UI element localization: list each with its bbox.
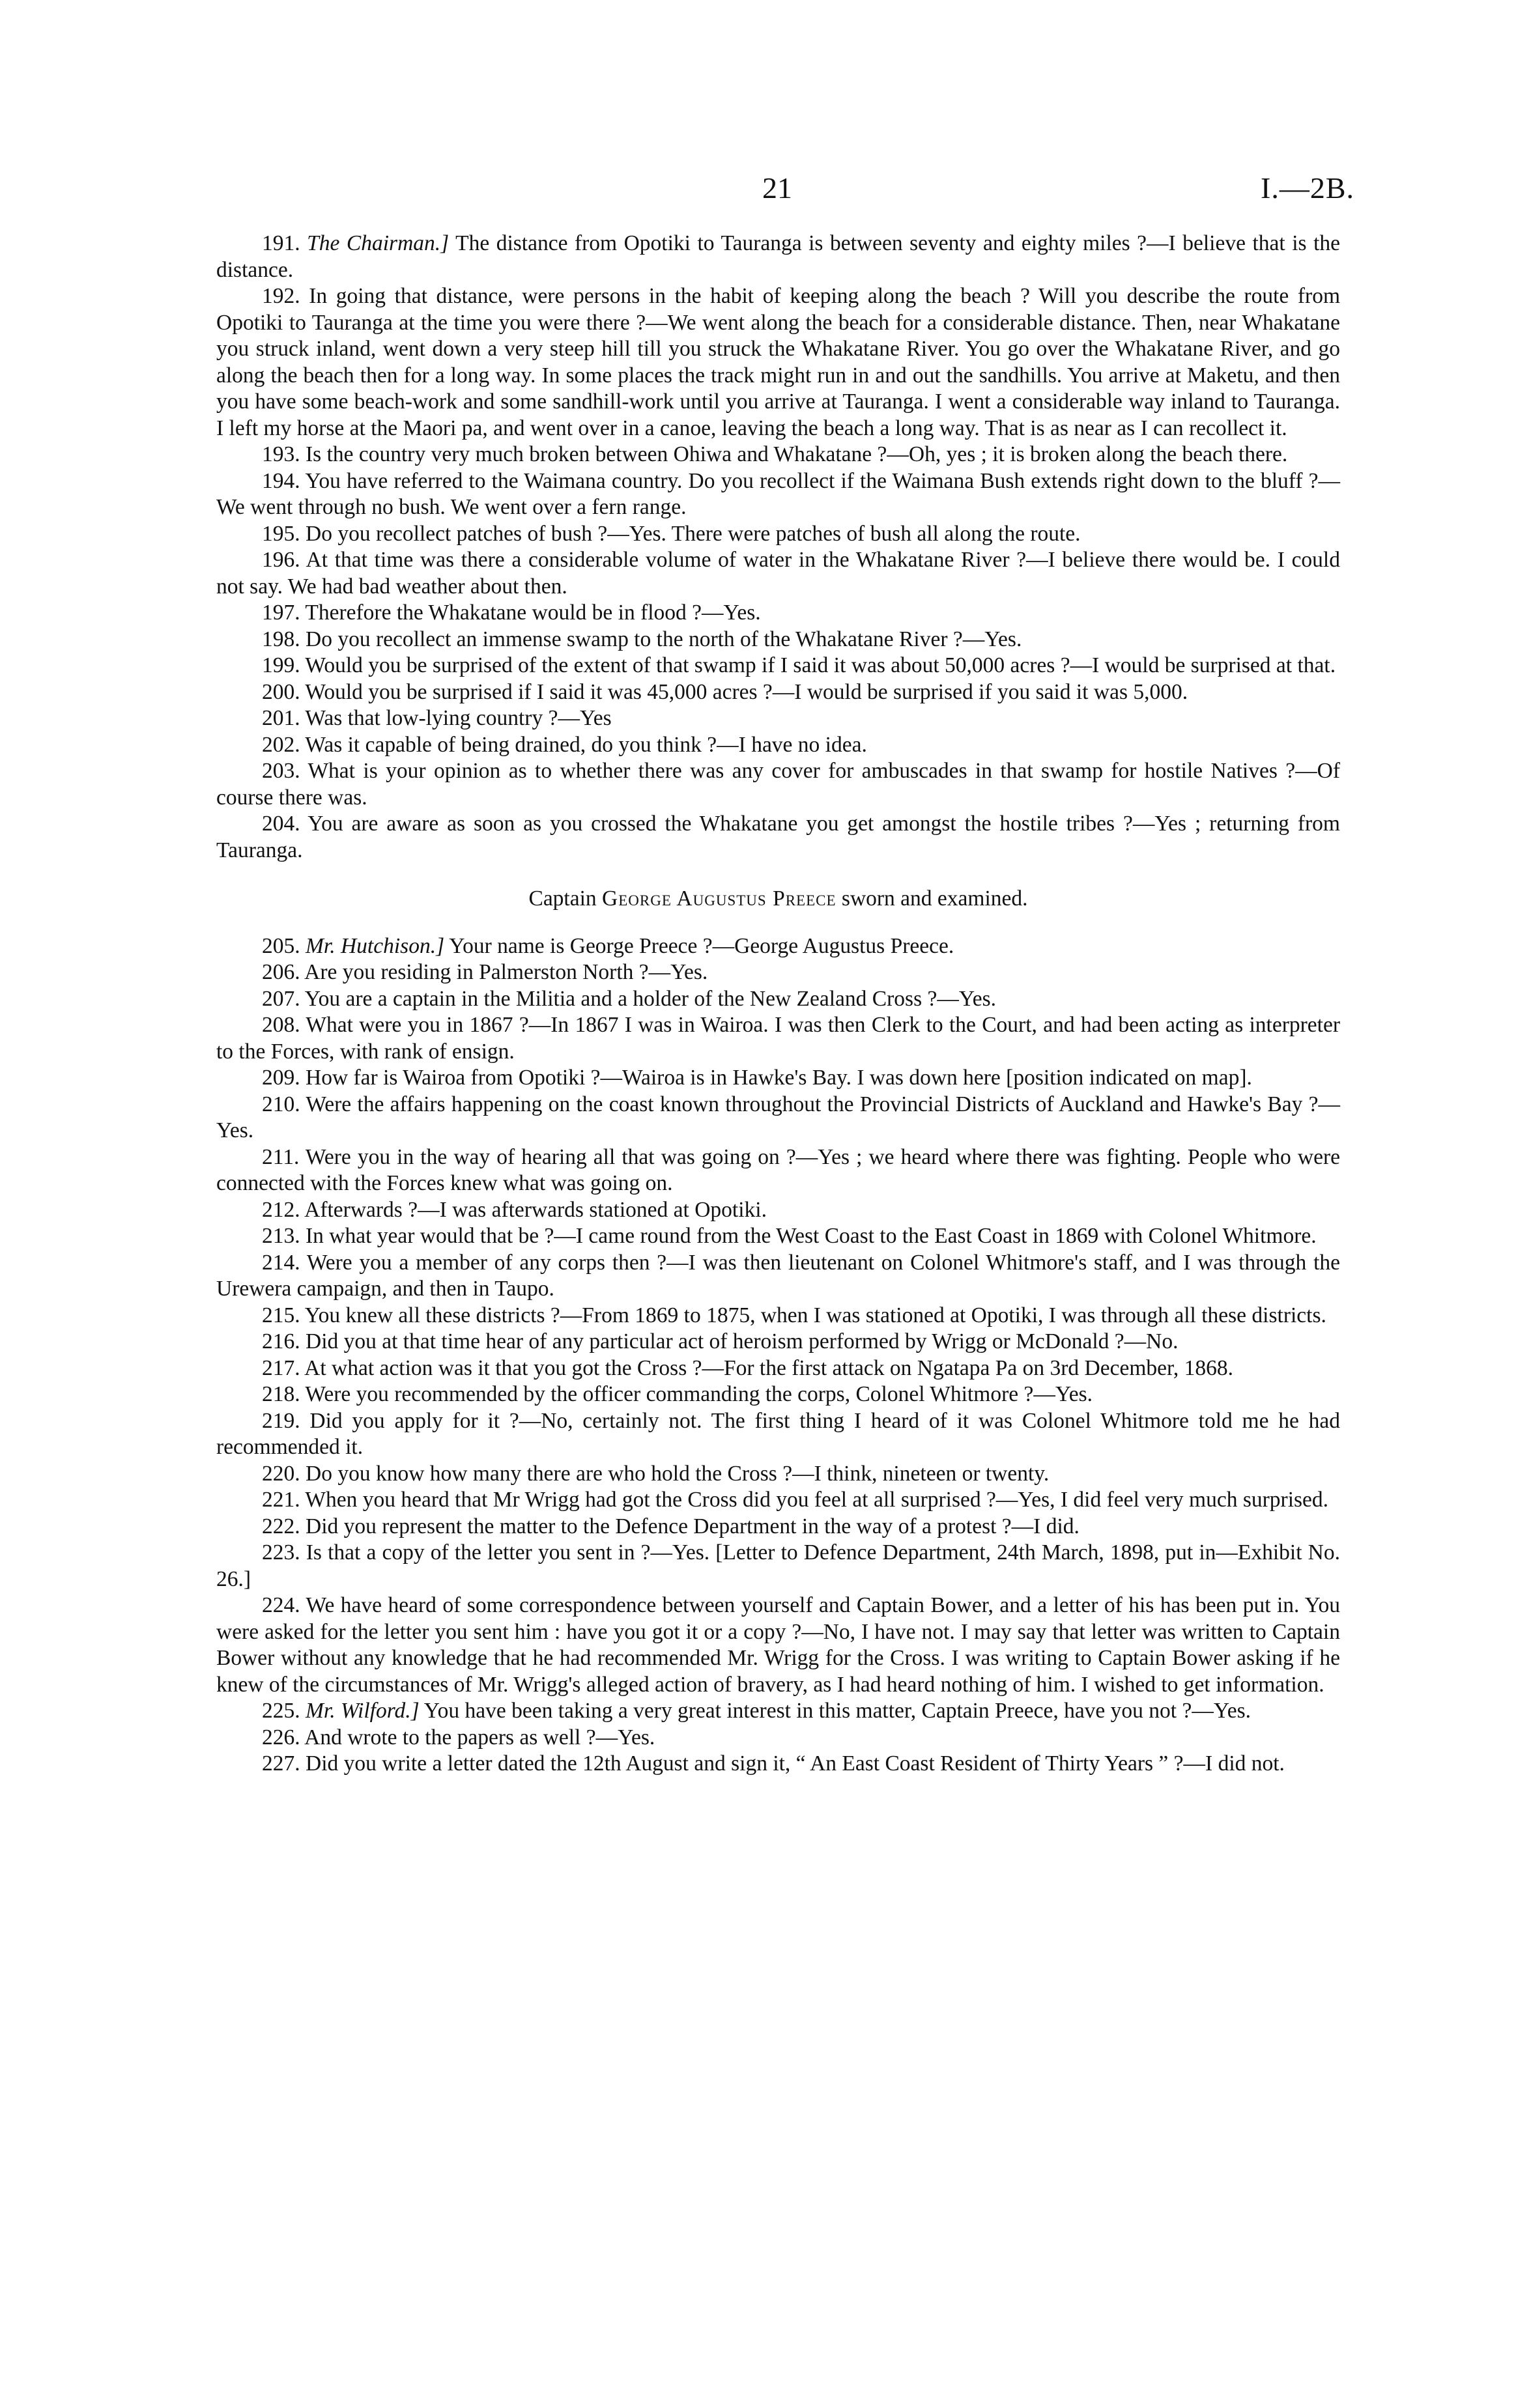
question-number: 199. xyxy=(262,653,300,677)
witness-heading xyxy=(216,886,1340,913)
question-number: 207. xyxy=(262,986,300,1011)
question-number: 214. xyxy=(262,1250,300,1275)
question-text: And wrote to the papers as well ?—Yes. xyxy=(304,1725,655,1749)
witness-name: George Augustus Preece xyxy=(602,886,837,911)
question-paragraph xyxy=(216,1725,1340,1751)
question-paragraph xyxy=(216,1197,1340,1224)
question-paragraph xyxy=(216,1223,1340,1250)
question-paragraph xyxy=(216,1012,1340,1065)
question-text: Was it capable of being drained, do you think ?—I have no idea. xyxy=(305,732,867,757)
question-number: 225. xyxy=(262,1699,300,1723)
question-paragraph xyxy=(216,1461,1340,1488)
question-paragraph xyxy=(216,1250,1340,1303)
testimony-section-1 xyxy=(216,231,1340,864)
question-paragraph xyxy=(216,1751,1340,1778)
question-paragraph xyxy=(216,1092,1340,1144)
question-text: Are you residing in Palmerston North ?—Yes. xyxy=(304,960,708,984)
question-text: Did you at that time hear of any particular act of heroism performed by Wrigg or McDonald ?—No. xyxy=(306,1329,1179,1353)
question-paragraph xyxy=(216,758,1340,811)
question-text: In what year would that be ?—I came round from the West Coast to the East Coast in 1869 with Colonel Whitmore. xyxy=(306,1224,1317,1248)
question-text: Your name is George Preece ?—George Augustus Preece. xyxy=(444,933,954,958)
question-paragraph xyxy=(216,811,1340,864)
question-paragraph xyxy=(216,442,1340,468)
question-number: 227. xyxy=(262,1751,300,1776)
question-text: We have heard of some correspondence between yourself and Captain Bower, and a letter of his has been put in. You were asked for the letter you sent him : have you got it or a copy ?—No, I have not. I may say that letter was written to Captain Bower without any knowledge that he had recommended Mr. Wrigg for the Cross. I was writing to Captain Bower asking if he knew of the circumstances of Mr. Wrigg's alleged action of bravery, as I had heard nothing of him. I wished to get information. xyxy=(216,1593,1340,1697)
question-number: 215. xyxy=(262,1303,300,1327)
question-paragraph xyxy=(216,231,1340,283)
question-paragraph xyxy=(216,679,1340,706)
document-body xyxy=(216,231,1340,1778)
question-number: 201. xyxy=(262,706,300,730)
speaker-label: Mr. Wilford.] xyxy=(306,1699,420,1723)
paper-reference: I.—2B. xyxy=(1261,171,1354,205)
question-number: 213. xyxy=(262,1224,300,1248)
question-text: Would you be surprised if I said it was 45,000 acres ?—I would be surprised if you said it was 5,000. xyxy=(305,679,1188,704)
question-text: Were you recommended by the officer commanding the corps, Colonel Whitmore ?—Yes. xyxy=(305,1382,1093,1406)
question-number: 211. xyxy=(262,1144,300,1169)
question-number: 194. xyxy=(262,468,300,493)
question-number: 205. xyxy=(262,933,300,958)
question-text: What is your opinion as to whether there was any cover for ambuscades in that swamp for hostile Natives ?—Of course there was. xyxy=(216,759,1340,810)
question-text: At that time was there a considerable volume of water in the Whakatane River ?—I believe there would be. I could not say. We had bad weather about then. xyxy=(216,548,1340,599)
question-number: 216. xyxy=(262,1329,300,1353)
question-text: When you heard that Mr Wrigg had got the Cross did you feel at all surprised ?—Yes, I did feel very much surprised. xyxy=(305,1488,1329,1512)
question-paragraph xyxy=(216,1698,1340,1725)
question-paragraph xyxy=(216,283,1340,442)
question-text: You are a captain in the Militia and a holder of the New Zealand Cross ?—Yes. xyxy=(304,986,996,1011)
speaker-label: The Chairman.] xyxy=(307,231,450,255)
question-paragraph xyxy=(216,653,1340,679)
question-paragraph xyxy=(216,1408,1340,1461)
witness-prefix: Captain xyxy=(528,886,603,911)
question-text: Were the affairs happening on the coast known throughout the Provincial Districts of Auckland and Hawke's Bay ?—Yes. xyxy=(216,1092,1340,1142)
question-text: Do you know how many there are who hold the Cross ?—I think, nineteen or twenty. xyxy=(306,1461,1050,1486)
question-number: 206. xyxy=(262,960,300,984)
question-text: Were you in the way of hearing all that was going on ?—Yes ; we heard where there was fighting. People who were connected with the Forces knew what was going on. xyxy=(216,1144,1340,1195)
question-text: You knew all these districts ?—From 1869 to 1875, when I was stationed at Opotiki, I was through all these districts. xyxy=(304,1303,1326,1327)
question-text: Were you a member of any corps then ?—I was then lieutenant on Colonel Whitmore's staff, and I was through the Urewera campaign, and then in Taupo. xyxy=(216,1250,1340,1301)
question-text: Therefore the Whakatane would be in flood ?—Yes. xyxy=(305,601,761,625)
question-paragraph xyxy=(216,1355,1340,1382)
question-text: How far is Wairoa from Opotiki ?—Wairoa is in Hawke's Bay. I was down here [position indicated on map]. xyxy=(306,1066,1252,1090)
question-number: 204. xyxy=(262,812,300,836)
question-number: 220. xyxy=(262,1461,300,1486)
question-paragraph xyxy=(216,732,1340,759)
question-text: Did you represent the matter to the Defence Department in the way of a protest ?—I did. xyxy=(306,1514,1080,1538)
question-text: Do you recollect patches of bush ?—Yes. There were patches of bush all along the route. xyxy=(306,521,1081,546)
question-number: 221. xyxy=(262,1488,300,1512)
question-text: What were you in 1867 ?—In 1867 I was in Wairoa. I was then Clerk to the Court, and had been acting as interpreter to the Forces, with rank of ensign. xyxy=(216,1013,1340,1064)
question-paragraph xyxy=(216,1487,1340,1514)
question-paragraph xyxy=(216,959,1340,986)
testimony-section-2 xyxy=(216,933,1340,1778)
question-number: 223. xyxy=(262,1540,300,1565)
question-paragraph xyxy=(216,1540,1340,1593)
question-text: Did you write a letter dated the 12th August and sign it, “ An East Coast Resident of Thirty Years ” ?—I did not. xyxy=(306,1751,1285,1776)
question-paragraph xyxy=(216,705,1340,732)
question-paragraph xyxy=(216,468,1340,521)
speaker-label: Mr. Hutchison.] xyxy=(306,933,445,958)
question-text: Would you be surprised of the extent of that swamp if I said it was about 50,000 acres ?—I would be surprised at that. xyxy=(305,653,1336,677)
question-number: 210. xyxy=(262,1092,300,1116)
witness-suffix: sworn and examined. xyxy=(836,886,1028,911)
question-text: In going that distance, were persons in the habit of keeping along the beach ? Will you describe the route from Opotiki to Tauranga at the time you were there ?—We went along the beach for a considerable distance. Then, near Whakatane you struck inland, went down a very steep hill till you struck the Whakatane River. You go over the Whakatane River, and go along the beach then for a long way. In some places the track might run in and out the sandhills. You arrive at Maketu, and then you have some beach-work and some sandhill-work until you arrive at Tauranga. I went a considerable way inland to Tauranga. I left my horse at the Maori pa, and went over in a canoe, leaving the beach a long way. That is as near as I can recollect it. xyxy=(216,284,1340,440)
question-number: 193. xyxy=(262,442,300,466)
question-number: 191. xyxy=(262,231,300,255)
question-paragraph xyxy=(216,600,1340,627)
question-text: Is that a copy of the letter you sent in ?—Yes. [Letter to Defence Department, 24th March, 1898, put in—Exhibit No. 26.] xyxy=(216,1540,1340,1591)
question-text: You have been taking a very great interest in this matter, Captain Preece, have you not ?—Yes. xyxy=(419,1699,1251,1723)
question-number: 222. xyxy=(262,1514,300,1538)
question-paragraph xyxy=(216,547,1340,600)
question-number: 197. xyxy=(262,601,300,625)
question-text: You have referred to the Waimana country. Do you recollect if the Waimana Bush extends right down to the bluff ?—We went through no bush. We went over a fern range. xyxy=(216,468,1340,519)
question-paragraph xyxy=(216,1065,1340,1092)
question-number: 218. xyxy=(262,1382,300,1406)
question-number: 217. xyxy=(262,1355,300,1380)
question-paragraph xyxy=(216,1329,1340,1355)
question-number: 219. xyxy=(262,1408,300,1433)
question-text: Is the country very much broken between Ohiwa and Whakatane ?—Oh, yes ; it is broken along the beach there. xyxy=(306,442,1288,466)
question-paragraph xyxy=(216,521,1340,548)
question-text: Afterwards ?—I was afterwards stationed at Opotiki. xyxy=(304,1197,767,1222)
question-paragraph xyxy=(216,1514,1340,1540)
question-paragraph xyxy=(216,1303,1340,1329)
question-number: 203. xyxy=(262,759,300,783)
question-paragraph xyxy=(216,1144,1340,1197)
question-paragraph xyxy=(216,1593,1340,1698)
page-number: 21 xyxy=(762,171,792,205)
question-number: 192. xyxy=(262,284,300,308)
question-number: 198. xyxy=(262,627,300,651)
question-text: You are aware as soon as you crossed the Whakatane you get amongst the hostile tribes ?—Yes ; returning from Tauranga. xyxy=(216,812,1340,862)
page-header xyxy=(0,171,1516,210)
question-number: 224. xyxy=(262,1593,300,1617)
question-paragraph xyxy=(216,627,1340,653)
question-number: 196. xyxy=(262,548,300,572)
question-text: The distance from Opotiki to Tauranga is between seventy and eighty miles ?—I believe that is the distance. xyxy=(216,231,1340,282)
question-number: 200. xyxy=(262,679,300,704)
question-paragraph xyxy=(216,986,1340,1013)
question-number: 226. xyxy=(262,1725,300,1749)
question-paragraph xyxy=(216,1381,1340,1408)
question-text: Do you recollect an immense swamp to the north of the Whakatane River ?—Yes. xyxy=(306,627,1022,651)
question-paragraph xyxy=(216,933,1340,960)
question-number: 208. xyxy=(262,1013,300,1037)
question-text: At what action was it that you got the Cross ?—For the first attack on Ngatapa Pa on 3rd December, 1868. xyxy=(304,1355,1233,1380)
question-number: 195. xyxy=(262,521,300,546)
question-number: 212. xyxy=(262,1197,300,1222)
question-text: Was that low-lying country ?—Yes xyxy=(305,706,612,730)
question-text: Did you apply for it ?—No, certainly not. The first thing I heard of it was Colonel Whitmore told me he had recommended it. xyxy=(216,1408,1341,1459)
question-number: 202. xyxy=(262,732,300,757)
question-number: 209. xyxy=(262,1066,300,1090)
